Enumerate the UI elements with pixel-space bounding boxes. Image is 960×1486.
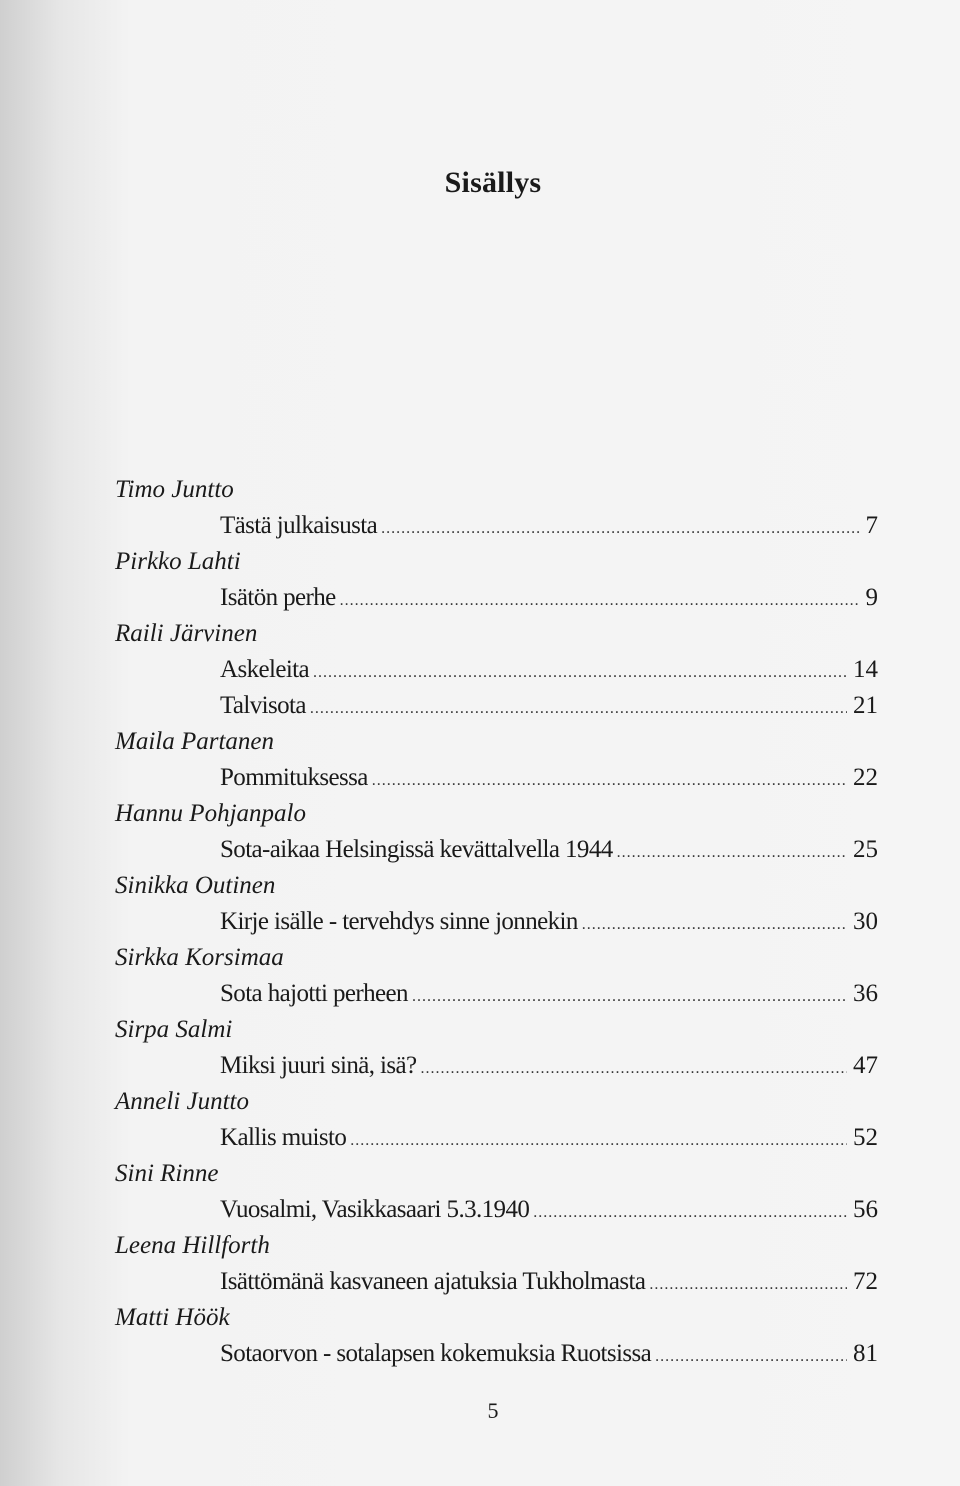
toc-entry-title: Isätön perhe — [220, 584, 336, 611]
toc-entry-page: 25 — [853, 836, 878, 863]
toc-leader — [421, 1060, 847, 1078]
toc-author: Maila Partanen — [115, 728, 275, 755]
toc-leader — [310, 700, 847, 718]
toc-entry-title: Talvisota — [220, 692, 306, 719]
toc-entry-title: Sotaorvon - sotalapsen kokemuksia Ruotsissa — [220, 1340, 652, 1367]
toc-entry-page: 9 — [865, 584, 878, 611]
toc-entry[interactable] — [220, 1124, 878, 1156]
toc-author: Matti Höök — [115, 1304, 230, 1331]
toc-entry-title: Isättömänä kasvaneen ajatuksia Tukholmasta — [220, 1268, 646, 1295]
toc-leader — [313, 664, 847, 682]
toc-entry[interactable] — [220, 908, 878, 940]
toc-entry[interactable] — [220, 764, 878, 796]
page-number: 5 — [487, 1398, 499, 1423]
toc-author: Sirpa Salmi — [115, 1016, 233, 1043]
toc-entry-page: 30 — [853, 908, 878, 935]
toc-entry-title: Kallis muisto — [220, 1124, 347, 1151]
toc-entry[interactable] — [220, 656, 878, 688]
toc-leader — [649, 1276, 847, 1294]
toc-leader — [381, 520, 859, 538]
toc-entry-title: Vuosalmi, Vasikkasaari 5.3.1940 — [220, 1196, 530, 1223]
toc-entry-page: 72 — [853, 1268, 878, 1295]
toc-entry[interactable] — [220, 692, 878, 724]
toc-entry-title: Tästä julkaisusta — [220, 512, 378, 539]
toc-entry[interactable] — [220, 836, 878, 868]
toc-entry-title: Miksi juuri sinä, isä? — [220, 1052, 417, 1079]
toc-entry-page: 36 — [853, 980, 878, 1007]
toc-leader — [617, 844, 847, 862]
toc-entry-title: Pommituksessa — [220, 764, 368, 791]
toc-entry[interactable] — [220, 512, 878, 544]
toc-entry-page: 52 — [853, 1124, 878, 1151]
toc-entry-page: 56 — [853, 1196, 878, 1223]
toc-entry-page: 7 — [865, 512, 878, 539]
toc-leader — [582, 916, 847, 934]
toc-entry-title: Askeleita — [220, 656, 310, 683]
toc-author: Pirkko Lahti — [115, 548, 241, 575]
toc-entry[interactable] — [220, 1196, 878, 1228]
toc-entry-title: Sota hajotti perheen — [220, 980, 408, 1007]
toc-entry[interactable] — [220, 1052, 878, 1084]
toc-leader — [655, 1348, 847, 1366]
toc-author: Anneli Juntto — [115, 1088, 249, 1115]
toc-author: Timo Juntto — [115, 476, 234, 503]
toc-author: Sini Rinne — [115, 1160, 219, 1187]
toc-entry[interactable] — [220, 980, 878, 1012]
toc-leader — [372, 772, 847, 790]
toc-entry-title: Kirje isälle - tervehdys sinne jonnekin — [220, 908, 578, 935]
toc-author: Sirkka Korsimaa — [115, 944, 284, 971]
toc-entry-page: 21 — [853, 692, 878, 719]
toc-entry-page: 81 — [853, 1340, 878, 1367]
toc-entry-page: 22 — [853, 764, 878, 791]
toc-leader — [412, 988, 847, 1006]
toc-leader — [350, 1132, 847, 1150]
toc-leader — [340, 592, 860, 610]
toc-author: Raili Järvinen — [115, 620, 258, 647]
toc-entry-page: 47 — [853, 1052, 878, 1079]
page-title: Sisällys — [444, 166, 542, 199]
toc-leader — [533, 1204, 847, 1222]
toc-entry[interactable] — [220, 1268, 878, 1300]
toc-entry[interactable] — [220, 1340, 878, 1372]
toc-entry[interactable] — [220, 584, 878, 616]
toc-author: Hannu Pohjanpalo — [115, 800, 306, 827]
toc-entry-title: Sota-aikaa Helsingissä kevättalvella 1944 — [220, 836, 613, 863]
toc-entry-page: 14 — [853, 656, 878, 683]
toc-author: Sinikka Outinen — [115, 872, 276, 899]
toc-author: Leena Hillforth — [115, 1232, 270, 1259]
